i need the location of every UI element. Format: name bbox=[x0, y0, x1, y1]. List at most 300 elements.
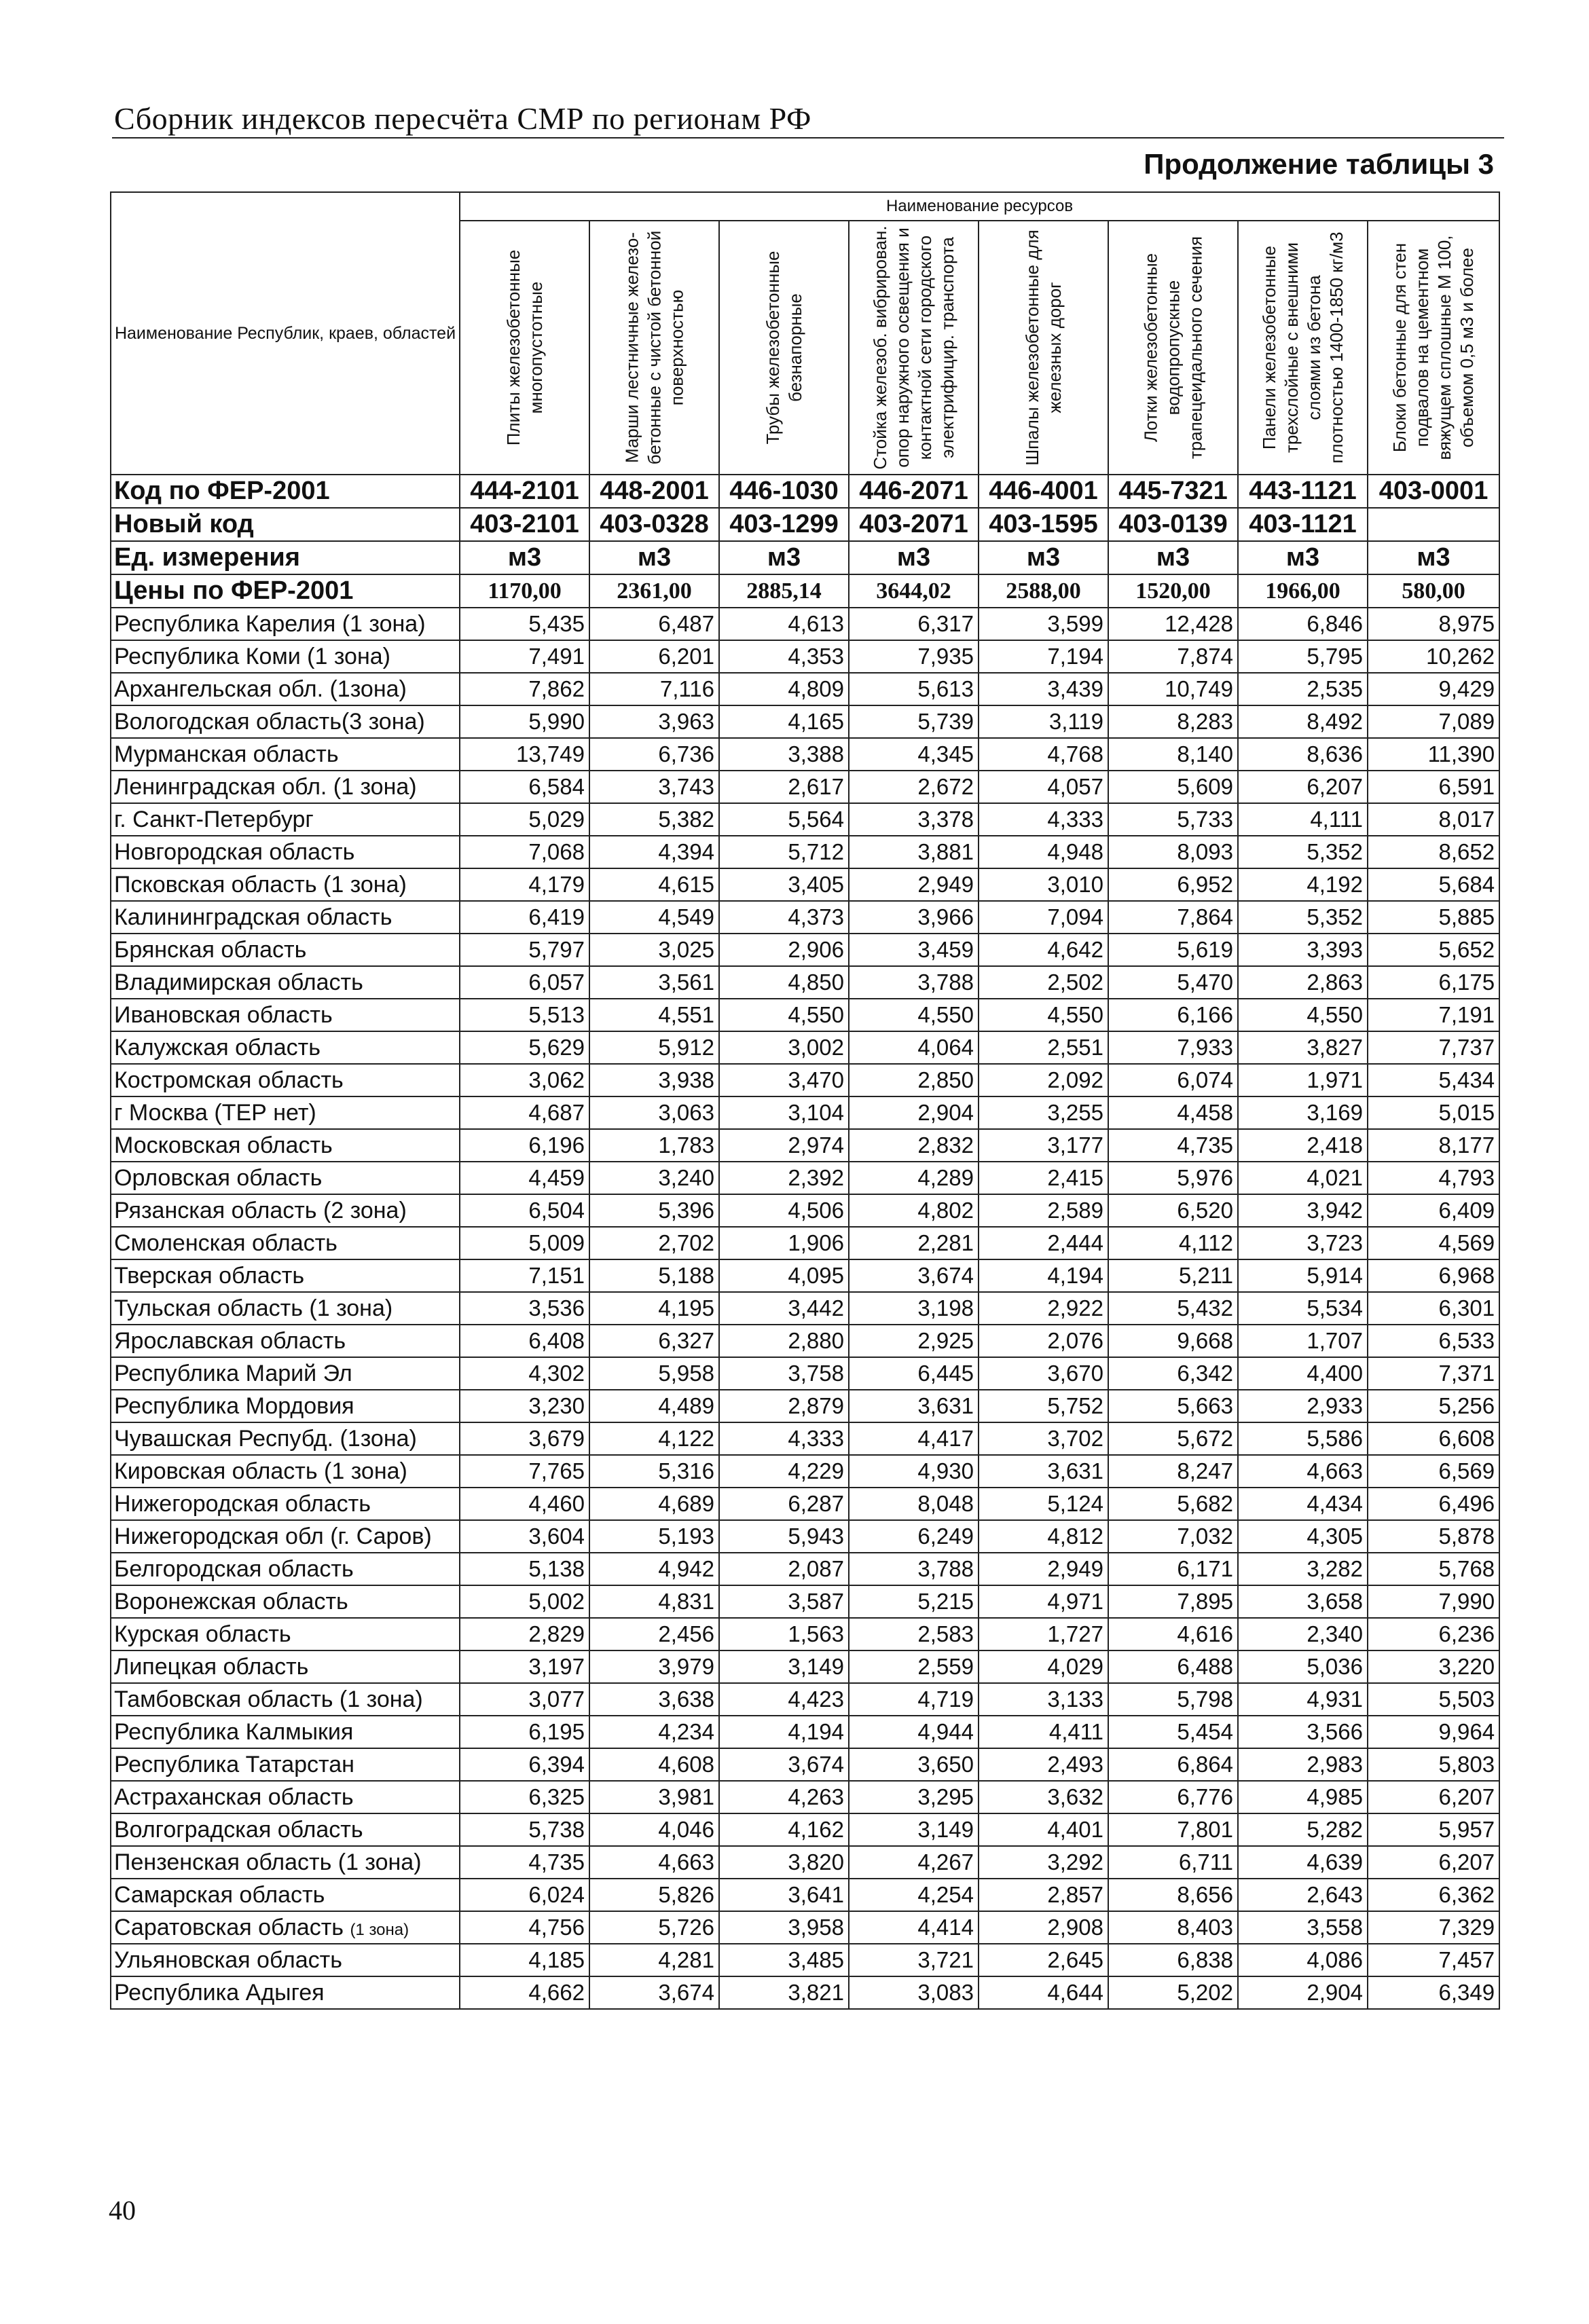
unit-row-cell: м3 bbox=[1108, 541, 1238, 574]
index-cell: 3,077 bbox=[460, 1683, 589, 1716]
index-cell: 4,663 bbox=[1238, 1455, 1368, 1488]
index-cell: 4,506 bbox=[719, 1194, 849, 1227]
index-cell: 13,749 bbox=[460, 738, 589, 771]
index-cell: 3,670 bbox=[979, 1357, 1108, 1390]
resource-column-header-text: Блоки бетонные для стен подвалов на цементном вяжущем сплошные М 100, объемом 0,5 м3 и более bbox=[1389, 235, 1478, 460]
index-cell: 3,723 bbox=[1238, 1227, 1368, 1259]
resource-column-header-text: Трубы железобетонные безнапорные bbox=[762, 251, 805, 445]
index-cell: 4,064 bbox=[849, 1031, 979, 1064]
index-cell: 5,619 bbox=[1108, 934, 1238, 966]
index-cell: 4,459 bbox=[460, 1162, 589, 1194]
index-cell: 1,707 bbox=[1238, 1325, 1368, 1357]
index-cell: 7,068 bbox=[460, 836, 589, 868]
index-cell: 4,394 bbox=[589, 836, 719, 868]
index-cell: 3,133 bbox=[979, 1683, 1108, 1716]
table-row bbox=[111, 901, 1499, 934]
index-cell: 5,912 bbox=[589, 1031, 719, 1064]
region-name: Нижегородская обл (г. Саров) bbox=[111, 1520, 460, 1553]
index-cell: 4,931 bbox=[1238, 1683, 1368, 1716]
region-name: Калужская область bbox=[111, 1031, 460, 1064]
index-cell: 2,974 bbox=[719, 1129, 849, 1162]
index-cell: 3,378 bbox=[849, 803, 979, 836]
index-cell: 5,202 bbox=[1108, 1976, 1238, 2009]
index-cell: 5,138 bbox=[460, 1553, 589, 1585]
index-cell: 7,457 bbox=[1368, 1944, 1499, 1976]
index-cell: 2,829 bbox=[460, 1618, 589, 1650]
index-cell: 4,046 bbox=[589, 1813, 719, 1846]
index-cell: 3,393 bbox=[1238, 934, 1368, 966]
index-cell: 4,417 bbox=[849, 1422, 979, 1455]
index-cell: 5,282 bbox=[1238, 1813, 1368, 1846]
index-cell: 4,735 bbox=[1108, 1129, 1238, 1162]
unit-row-cell: м3 bbox=[1368, 541, 1499, 574]
index-cell: 5,684 bbox=[1368, 868, 1499, 901]
index-cell: 4,930 bbox=[849, 1455, 979, 1488]
index-cell: 5,733 bbox=[1108, 803, 1238, 836]
index-cell: 7,329 bbox=[1368, 1911, 1499, 1944]
index-cell: 4,086 bbox=[1238, 1944, 1368, 1976]
region-name: Тверская область bbox=[111, 1259, 460, 1292]
region-name: Псковская область (1 зона) bbox=[111, 868, 460, 901]
fer-code-row-cell: 443-1121 bbox=[1238, 475, 1368, 508]
unit-row-cell: м3 bbox=[849, 541, 979, 574]
index-cell: 5,036 bbox=[1238, 1650, 1368, 1683]
index-cell: 4,112 bbox=[1108, 1227, 1238, 1259]
region-name: Ивановская область bbox=[111, 999, 460, 1031]
region-name: Пензенская область (1 зона) bbox=[111, 1846, 460, 1879]
index-cell: 4,345 bbox=[849, 738, 979, 771]
index-cell: 5,957 bbox=[1368, 1813, 1499, 1846]
index-cell: 3,674 bbox=[589, 1976, 719, 2009]
resource-column-header bbox=[849, 221, 979, 475]
index-cell: 3,561 bbox=[589, 966, 719, 999]
index-cell: 6,591 bbox=[1368, 771, 1499, 803]
index-cell: 3,459 bbox=[849, 934, 979, 966]
index-cell: 5,712 bbox=[719, 836, 849, 868]
index-cell: 3,981 bbox=[589, 1781, 719, 1813]
index-cell: 6,207 bbox=[1238, 771, 1368, 803]
index-cell: 3,062 bbox=[460, 1064, 589, 1096]
index-cell: 6,504 bbox=[460, 1194, 589, 1227]
index-cell: 5,885 bbox=[1368, 901, 1499, 934]
unit-row-cell: м3 bbox=[589, 541, 719, 574]
index-cell: 5,352 bbox=[1238, 901, 1368, 934]
index-cell: 3,485 bbox=[719, 1944, 849, 1976]
index-cell: 5,976 bbox=[1108, 1162, 1238, 1194]
index-cell: 5,943 bbox=[719, 1520, 849, 1553]
index-cell: 3,149 bbox=[719, 1650, 849, 1683]
index-cell: 3,881 bbox=[849, 836, 979, 868]
table-container bbox=[110, 191, 1499, 2010]
region-name bbox=[111, 1911, 460, 1944]
index-cell: 2,551 bbox=[979, 1031, 1108, 1064]
region-name: Республика Коми (1 зона) bbox=[111, 640, 460, 673]
index-cell: 6,409 bbox=[1368, 1194, 1499, 1227]
resource-column-header bbox=[1108, 221, 1238, 475]
index-cell: 2,908 bbox=[979, 1911, 1108, 1944]
index-cell: 4,185 bbox=[460, 1944, 589, 1976]
region-name: г Москва (ТЕР нет) bbox=[111, 1096, 460, 1129]
index-cell: 6,846 bbox=[1238, 608, 1368, 640]
index-cell: 6,327 bbox=[589, 1325, 719, 1357]
index-cell: 8,048 bbox=[849, 1488, 979, 1520]
table-continuation-label: Продолжение таблицы 3 bbox=[1144, 148, 1494, 180]
index-cell: 3,282 bbox=[1238, 1553, 1368, 1585]
index-cell: 7,094 bbox=[979, 901, 1108, 934]
index-cell: 3,295 bbox=[849, 1781, 979, 1813]
index-cell: 2,589 bbox=[979, 1194, 1108, 1227]
index-cell: 4,642 bbox=[979, 934, 1108, 966]
index-cell: 7,491 bbox=[460, 640, 589, 673]
index-cell: 4,689 bbox=[589, 1488, 719, 1520]
index-cell: 4,948 bbox=[979, 836, 1108, 868]
region-name: Орловская область bbox=[111, 1162, 460, 1194]
index-cell: 5,534 bbox=[1238, 1292, 1368, 1325]
index-cell: 3,198 bbox=[849, 1292, 979, 1325]
index-cell: 3,966 bbox=[849, 901, 979, 934]
index-cell: 8,656 bbox=[1108, 1879, 1238, 1911]
index-cell: 4,254 bbox=[849, 1879, 979, 1911]
index-cell: 4,400 bbox=[1238, 1357, 1368, 1390]
index-cell: 4,434 bbox=[1238, 1488, 1368, 1520]
resource-column-header-text: Плиты железобетонные многопустотные bbox=[503, 249, 546, 446]
table-row bbox=[111, 1488, 1499, 1520]
page-number: 40 bbox=[109, 2195, 136, 2226]
index-cell: 3,650 bbox=[849, 1748, 979, 1781]
index-cell: 6,533 bbox=[1368, 1325, 1499, 1357]
index-cell: 3,674 bbox=[849, 1259, 979, 1292]
fer-code-row-cell: 403-0001 bbox=[1368, 475, 1499, 508]
index-cell: 4,122 bbox=[589, 1422, 719, 1455]
resource-column-header bbox=[979, 221, 1108, 475]
region-name: Волгоградская область bbox=[111, 1813, 460, 1846]
index-cell: 2,933 bbox=[1238, 1390, 1368, 1422]
new-code-row-label: Новый код bbox=[111, 508, 460, 541]
region-name: Чувашская Респубд. (1зона) bbox=[111, 1422, 460, 1455]
index-cell: 2,983 bbox=[1238, 1748, 1368, 1781]
index-cell: 3,149 bbox=[849, 1813, 979, 1846]
region-name: Кировская область (1 зона) bbox=[111, 1455, 460, 1488]
table-row bbox=[111, 1031, 1499, 1064]
index-cell: 4,353 bbox=[719, 640, 849, 673]
index-cell: 4,373 bbox=[719, 901, 849, 934]
index-cell: 3,938 bbox=[589, 1064, 719, 1096]
unit-row-cell: м3 bbox=[719, 541, 849, 574]
table-row bbox=[111, 1162, 1499, 1194]
table-row bbox=[111, 1520, 1499, 1553]
region-name: Республика Карелия (1 зона) bbox=[111, 608, 460, 640]
index-cell: 6,057 bbox=[460, 966, 589, 999]
index-cell: 6,301 bbox=[1368, 1292, 1499, 1325]
index-cell: 5,432 bbox=[1108, 1292, 1238, 1325]
index-cell: 3,788 bbox=[849, 1553, 979, 1585]
index-cell: 2,583 bbox=[849, 1618, 979, 1650]
index-cell: 5,435 bbox=[460, 608, 589, 640]
index-cell: 3,470 bbox=[719, 1064, 849, 1096]
index-cell: 8,492 bbox=[1238, 705, 1368, 738]
table-row bbox=[111, 1976, 1499, 2009]
index-cell: 6,201 bbox=[589, 640, 719, 673]
fer-code-row-cell: 445-7321 bbox=[1108, 475, 1238, 508]
index-cell: 4,944 bbox=[849, 1716, 979, 1748]
fer-code-row-cell: 444-2101 bbox=[460, 475, 589, 508]
index-cell: 8,652 bbox=[1368, 836, 1499, 868]
index-cell: 4,333 bbox=[719, 1422, 849, 1455]
index-cell: 7,032 bbox=[1108, 1520, 1238, 1553]
index-cell: 4,662 bbox=[460, 1976, 589, 2009]
region-name: Московская область bbox=[111, 1129, 460, 1162]
table-row bbox=[111, 1096, 1499, 1129]
index-cell: 3,025 bbox=[589, 934, 719, 966]
index-cell: 6,249 bbox=[849, 1520, 979, 1553]
index-cell: 6,342 bbox=[1108, 1357, 1238, 1390]
table-row bbox=[111, 999, 1499, 1031]
region-name: Тамбовская область (1 зона) bbox=[111, 1683, 460, 1716]
region-name: Рязанская область (2 зона) bbox=[111, 1194, 460, 1227]
index-cell: 3,963 bbox=[589, 705, 719, 738]
index-cell: 5,613 bbox=[849, 673, 979, 705]
index-cell: 7,895 bbox=[1108, 1585, 1238, 1618]
index-cell: 3,599 bbox=[979, 608, 1108, 640]
index-cell: 6,171 bbox=[1108, 1553, 1238, 1585]
index-cell: 5,768 bbox=[1368, 1553, 1499, 1585]
index-cell: 4,549 bbox=[589, 901, 719, 934]
region-name: Костромская область bbox=[111, 1064, 460, 1096]
table-row bbox=[111, 1944, 1499, 1976]
index-cell: 5,797 bbox=[460, 934, 589, 966]
index-cell: 5,795 bbox=[1238, 640, 1368, 673]
index-cell: 8,177 bbox=[1368, 1129, 1499, 1162]
index-cell: 3,758 bbox=[719, 1357, 849, 1390]
index-cell: 3,010 bbox=[979, 868, 1108, 901]
region-name: Смоленская область bbox=[111, 1227, 460, 1259]
index-cell: 11,390 bbox=[1368, 738, 1499, 771]
region-name: Ульяновская область bbox=[111, 1944, 460, 1976]
table-row bbox=[111, 1650, 1499, 1683]
index-cell: 6,520 bbox=[1108, 1194, 1238, 1227]
index-cell: 5,188 bbox=[589, 1259, 719, 1292]
fer-code-row-cell: 446-4001 bbox=[979, 475, 1108, 508]
index-cell: 4,263 bbox=[719, 1781, 849, 1813]
index-cell: 2,672 bbox=[849, 771, 979, 803]
table-row bbox=[111, 1259, 1499, 1292]
region-zone-note: (1 зона) bbox=[350, 1920, 409, 1939]
index-cell: 4,057 bbox=[979, 771, 1108, 803]
index-cell: 5,215 bbox=[849, 1585, 979, 1618]
new-code-row-cell bbox=[1368, 508, 1499, 541]
index-cell: 8,140 bbox=[1108, 738, 1238, 771]
index-cell: 9,429 bbox=[1368, 673, 1499, 705]
index-cell: 6,419 bbox=[460, 901, 589, 934]
index-cell: 2,904 bbox=[849, 1096, 979, 1129]
index-cell: 3,536 bbox=[460, 1292, 589, 1325]
index-cell: 7,864 bbox=[1108, 901, 1238, 934]
index-cell: 4,489 bbox=[589, 1390, 719, 1422]
index-cell: 5,798 bbox=[1108, 1683, 1238, 1716]
index-cell: 3,820 bbox=[719, 1846, 849, 1879]
index-cell: 3,641 bbox=[719, 1879, 849, 1911]
index-cell: 4,194 bbox=[979, 1259, 1108, 1292]
resource-column-header-text: Стойка железоб. вибрирован. опор наружного освещения и контактной сети городского электрифицир. транспорта bbox=[869, 225, 957, 470]
index-cell: 4,812 bbox=[979, 1520, 1108, 1553]
index-cell: 6,776 bbox=[1108, 1781, 1238, 1813]
table-row bbox=[111, 640, 1499, 673]
index-cell: 2,415 bbox=[979, 1162, 1108, 1194]
index-cell: 3,255 bbox=[979, 1096, 1108, 1129]
index-cell: 4,719 bbox=[849, 1683, 979, 1716]
index-cell: 5,586 bbox=[1238, 1422, 1368, 1455]
index-cell: 2,392 bbox=[719, 1162, 849, 1194]
index-cell: 7,935 bbox=[849, 640, 979, 673]
table-row bbox=[111, 1390, 1499, 1422]
index-cell: 7,089 bbox=[1368, 705, 1499, 738]
index-cell: 4,029 bbox=[979, 1650, 1108, 1683]
index-cell: 4,281 bbox=[589, 1944, 719, 1976]
index-cell: 3,658 bbox=[1238, 1585, 1368, 1618]
index-cell: 6,317 bbox=[849, 608, 979, 640]
table-row bbox=[111, 738, 1499, 771]
index-cell: 5,211 bbox=[1108, 1259, 1238, 1292]
index-cell: 6,487 bbox=[589, 608, 719, 640]
index-cell: 5,002 bbox=[460, 1585, 589, 1618]
region-name: Астраханская область bbox=[111, 1781, 460, 1813]
index-cell: 5,513 bbox=[460, 999, 589, 1031]
index-cell: 5,015 bbox=[1368, 1096, 1499, 1129]
table-row bbox=[111, 1585, 1499, 1618]
index-cell: 6,569 bbox=[1368, 1455, 1499, 1488]
index-cell: 3,119 bbox=[979, 705, 1108, 738]
index-cell: 2,645 bbox=[979, 1944, 1108, 1976]
fer-code-row bbox=[111, 475, 1499, 508]
price-row-cell: 2588,00 bbox=[979, 574, 1108, 608]
new-code-row bbox=[111, 508, 1499, 541]
fer-code-row-cell: 446-2071 bbox=[849, 475, 979, 508]
index-cell: 4,289 bbox=[849, 1162, 979, 1194]
index-cell: 2,092 bbox=[979, 1064, 1108, 1096]
unit-row-cell: м3 bbox=[979, 541, 1108, 574]
index-cell: 4,793 bbox=[1368, 1162, 1499, 1194]
resource-column-header-text: Лотки железобетонные водопропускные трапецеидального сечения bbox=[1140, 236, 1205, 460]
index-cell: 6,207 bbox=[1368, 1846, 1499, 1879]
index-cell: 5,396 bbox=[589, 1194, 719, 1227]
index-cell: 6,952 bbox=[1108, 868, 1238, 901]
collection-title: Сборник индексов пересчёта СМР по регионам РФ bbox=[114, 101, 811, 136]
index-cell: 5,434 bbox=[1368, 1064, 1499, 1096]
index-cell: 4,768 bbox=[979, 738, 1108, 771]
index-cell: 6,024 bbox=[460, 1879, 589, 1911]
fer-code-row-label: Код по ФЕР-2001 bbox=[111, 475, 460, 508]
index-cell: 8,017 bbox=[1368, 803, 1499, 836]
table-row bbox=[111, 705, 1499, 738]
index-cell: 3,169 bbox=[1238, 1096, 1368, 1129]
region-name: Самарская область bbox=[111, 1879, 460, 1911]
index-cell: 7,151 bbox=[460, 1259, 589, 1292]
fer-code-row-cell: 448-2001 bbox=[589, 475, 719, 508]
index-cell: 8,093 bbox=[1108, 836, 1238, 868]
index-cell: 3,942 bbox=[1238, 1194, 1368, 1227]
index-cell: 4,616 bbox=[1108, 1618, 1238, 1650]
region-name: Республика Татарстан bbox=[111, 1748, 460, 1781]
index-cell: 3,721 bbox=[849, 1944, 979, 1976]
price-row-cell: 1520,00 bbox=[1108, 574, 1238, 608]
index-cell: 3,566 bbox=[1238, 1716, 1368, 1748]
table-row bbox=[111, 1227, 1499, 1259]
index-cell: 6,968 bbox=[1368, 1259, 1499, 1292]
table-row bbox=[111, 1064, 1499, 1096]
index-cell: 12,428 bbox=[1108, 608, 1238, 640]
index-cell: 5,990 bbox=[460, 705, 589, 738]
index-cell: 6,408 bbox=[460, 1325, 589, 1357]
index-cell: 5,609 bbox=[1108, 771, 1238, 803]
index-cell: 1,971 bbox=[1238, 1064, 1368, 1096]
table-row bbox=[111, 1748, 1499, 1781]
index-cell: 2,879 bbox=[719, 1390, 849, 1422]
table-row bbox=[111, 1553, 1499, 1585]
index-cell: 6,287 bbox=[719, 1488, 849, 1520]
price-row-cell: 2361,00 bbox=[589, 574, 719, 608]
index-cell: 5,503 bbox=[1368, 1683, 1499, 1716]
index-cell: 2,922 bbox=[979, 1292, 1108, 1325]
index-cell: 4,414 bbox=[849, 1911, 979, 1944]
index-cell: 4,613 bbox=[719, 608, 849, 640]
resource-column-header bbox=[589, 221, 719, 475]
index-cell: 2,493 bbox=[979, 1748, 1108, 1781]
index-cell: 2,281 bbox=[849, 1227, 979, 1259]
unit-row-cell: м3 bbox=[460, 541, 589, 574]
index-cell: 7,990 bbox=[1368, 1585, 1499, 1618]
index-cell: 1,906 bbox=[719, 1227, 849, 1259]
index-cell: 4,550 bbox=[979, 999, 1108, 1031]
region-name: г. Санкт-Петербург bbox=[111, 803, 460, 836]
index-cell: 5,629 bbox=[460, 1031, 589, 1064]
index-cell: 7,737 bbox=[1368, 1031, 1499, 1064]
region-name: Архангельская обл. (1зона) bbox=[111, 673, 460, 705]
table-row bbox=[111, 966, 1499, 999]
index-cell: 1,563 bbox=[719, 1618, 849, 1650]
index-cell: 7,194 bbox=[979, 640, 1108, 673]
index-cell: 4,302 bbox=[460, 1357, 589, 1390]
index-cell: 4,802 bbox=[849, 1194, 979, 1227]
index-cell: 4,192 bbox=[1238, 868, 1368, 901]
region-name: Владимирская область bbox=[111, 966, 460, 999]
index-cell: 5,738 bbox=[460, 1813, 589, 1846]
region-name: Воронежская область bbox=[111, 1585, 460, 1618]
index-cell: 6,362 bbox=[1368, 1879, 1499, 1911]
price-row-label: Цены по ФЕР-2001 bbox=[111, 574, 460, 608]
index-table bbox=[110, 191, 1500, 2010]
table-row bbox=[111, 1357, 1499, 1390]
index-cell: 2,949 bbox=[979, 1553, 1108, 1585]
table-row bbox=[111, 934, 1499, 966]
index-cell: 4,021 bbox=[1238, 1162, 1368, 1194]
region-column-header: Наименование Республик, краев, областей bbox=[111, 192, 460, 475]
index-cell: 3,788 bbox=[849, 966, 979, 999]
index-cell: 4,165 bbox=[719, 705, 849, 738]
index-cell: 4,234 bbox=[589, 1716, 719, 1748]
index-cell: 5,564 bbox=[719, 803, 849, 836]
index-cell: 5,316 bbox=[589, 1455, 719, 1488]
index-cell: 1,727 bbox=[979, 1618, 1108, 1650]
region-name: Белгородская область bbox=[111, 1553, 460, 1585]
index-cell: 5,470 bbox=[1108, 966, 1238, 999]
index-cell: 5,878 bbox=[1368, 1520, 1499, 1553]
index-cell: 5,826 bbox=[589, 1879, 719, 1911]
index-cell: 7,765 bbox=[460, 1455, 589, 1488]
index-cell: 7,371 bbox=[1368, 1357, 1499, 1390]
index-cell: 3,674 bbox=[719, 1748, 849, 1781]
index-cell: 2,906 bbox=[719, 934, 849, 966]
index-cell: 4,411 bbox=[979, 1716, 1108, 1748]
